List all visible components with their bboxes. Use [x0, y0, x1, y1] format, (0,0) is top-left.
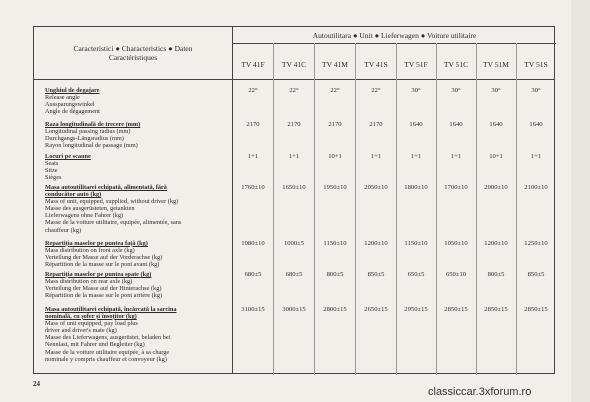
cell-value: 2100±10	[524, 184, 548, 191]
row-label	[45, 184, 231, 234]
cell-value: 1250±10	[524, 240, 548, 247]
label-line: Locuri pe scaune	[45, 153, 91, 160]
label-line: Rayon longitudinal de passage (mm)	[45, 142, 138, 150]
label-line: Nennlast, mit Fahrer und Begleiter (kg)	[45, 341, 145, 349]
cell-value: 1150±10	[323, 240, 347, 247]
label-line: Durchgangs-Längsradius (mm)	[45, 135, 124, 143]
model-header: TV 51S	[524, 60, 548, 69]
label-line: Mass of unit equipped, pay load plus	[45, 320, 138, 328]
model-header: TV 51M	[483, 60, 509, 69]
cell-value: 2850±15	[444, 306, 468, 313]
cell-value: 22°	[330, 87, 340, 94]
label-line: Masse des ausgerüsteten, getankten	[45, 205, 135, 213]
label-line: nominale y compris chauffeur et convoyeur (kg)	[45, 355, 167, 363]
cell-value: 1080±10	[241, 240, 265, 247]
label-line: Mass of unit, equipped, supplied, without driver (kg)	[45, 198, 179, 206]
cell-value: 1950±10	[323, 184, 347, 191]
row-label	[45, 306, 231, 363]
cell-value: 2650±15	[364, 306, 388, 313]
cell-value: 650±5	[407, 271, 425, 278]
label-line: Masa autoutilitarei echipată, alimentată, fără	[45, 184, 167, 191]
label-line: nominală, cu șofer și însoțitor (kg)	[45, 313, 137, 321]
spec-table	[33, 26, 555, 374]
page-number: 24	[33, 380, 40, 388]
row-label	[45, 121, 231, 149]
characteristics-header-line: Caractéristiques	[108, 53, 158, 62]
watermark: classiccar.3xforum.ro	[428, 386, 532, 398]
label-line: Sièges	[45, 174, 62, 182]
cell-value: 22°	[371, 87, 381, 94]
label-line: Longitudinal passing radius (mm)	[45, 128, 131, 136]
cell-value: 1640	[529, 121, 543, 128]
cell-value: 10+1	[328, 153, 342, 160]
cell-value: 1640	[449, 121, 463, 128]
label-line: Verteilung der Masse auf der Vorderachse (kg)	[45, 254, 163, 262]
cell-value: 1050±10	[444, 240, 468, 247]
cell-value: 10+1	[489, 153, 503, 160]
cell-value: 1+1	[530, 153, 542, 160]
cell-value: 800±5	[487, 271, 505, 278]
column-divider	[232, 27, 233, 373]
label-line: Masse des Lieferwagens, ausgerüstet, beladen bei	[45, 334, 171, 342]
cell-value: 30°	[491, 87, 501, 94]
label-line: Répartition de la masse sur le pont arrière (kg)	[45, 292, 163, 300]
cell-value: 1760±10	[241, 184, 265, 191]
label-line: Repartiția maselor pe puntea spate (kg)	[45, 271, 152, 278]
label-line: chauffeur (kg)	[45, 226, 82, 234]
cell-value: 800±5	[326, 271, 344, 278]
cell-value: 2170	[328, 121, 342, 128]
cell-value: 1800±10	[404, 184, 428, 191]
cell-value: 2850±15	[524, 306, 548, 313]
cell-value: 1+1	[247, 153, 259, 160]
cell-value: 850±5	[367, 271, 385, 278]
label-line: Mass distribution on front axle (kg)	[45, 247, 135, 255]
label-line: Masse de la voiture utilitaire equipée, à sa charge	[45, 348, 170, 356]
cell-value: 680±5	[244, 271, 262, 278]
label-line: Lieferwagens ohne Fahrer (kg)	[45, 212, 124, 220]
cell-value: 1+1	[450, 153, 462, 160]
cell-value: 1200±10	[364, 240, 388, 247]
cell-value: 22°	[289, 87, 299, 94]
cell-value: 3100±15	[241, 306, 265, 313]
cell-value: 1640	[409, 121, 423, 128]
label-line: Release angle	[45, 94, 80, 102]
label-line: Seats	[45, 160, 59, 168]
cell-value: 3000±15	[282, 306, 306, 313]
model-header: TV 41F	[241, 60, 265, 69]
label-line: driver and driver's mate (kg)	[45, 327, 117, 335]
label-line: Mass distribution on rear axle (kg)	[45, 278, 133, 286]
label-line: Unghiul de degajare	[45, 87, 100, 94]
label-line: Répartition de la masse sur le pont avant (kg)	[45, 261, 160, 269]
cell-value: 1150±10	[404, 240, 428, 247]
cell-value: 30°	[451, 87, 461, 94]
characteristics-header-line: Caracteristici ● Characteristics ● Daten	[73, 44, 193, 53]
page-edge	[571, 0, 590, 402]
label-line: Aussparungswinkel	[45, 101, 95, 109]
cell-value: 30°	[531, 87, 541, 94]
header-divider	[233, 43, 556, 44]
cell-value: 2050±10	[364, 184, 388, 191]
row-label	[45, 153, 231, 181]
vehicle-type-header: Autoutilitara ● Unit ● Lieferwagen ● Voiture utilitaire	[312, 31, 477, 40]
label-line: Raza longitudinală de trecere (mm)	[45, 121, 141, 128]
cell-value: 1+1	[370, 153, 382, 160]
cell-value: 2170	[287, 121, 301, 128]
cell-value: 22°	[248, 87, 258, 94]
label-line: conducător auto (kg)	[45, 191, 102, 199]
row-label	[45, 240, 231, 268]
row-label	[45, 271, 231, 299]
cell-value: 1200±10	[484, 240, 508, 247]
cell-value: 680±5	[285, 271, 303, 278]
cell-value: 1700±10	[444, 184, 468, 191]
cell-value: 1650±10	[282, 184, 306, 191]
cell-value: 2800±15	[323, 306, 347, 313]
cell-value: 2170	[369, 121, 383, 128]
cell-value: 30°	[411, 87, 421, 94]
row-label	[45, 87, 231, 115]
characteristics-header	[34, 27, 232, 79]
model-header: TV 41C	[281, 60, 307, 69]
label-line: Verteilung der Masse auf der Hinterachse (kg)	[45, 285, 162, 293]
model-header: TV 41S	[364, 60, 388, 69]
model-header: TV 51C	[443, 60, 469, 69]
cell-value: 2170	[246, 121, 260, 128]
cell-value: 1+1	[288, 153, 300, 160]
cell-value: 1+1	[410, 153, 422, 160]
cell-value: 650±10	[445, 271, 467, 278]
label-line: Masse de la voiture utilitaire, equipée, alimentée, sans	[45, 219, 182, 227]
label-line: Sitze	[45, 167, 58, 175]
model-header: TV 41M	[322, 60, 348, 69]
label-line: Masa autoutilitarei echipată, încărcată la sarcina	[45, 306, 177, 313]
cell-value: 1640	[489, 121, 503, 128]
cell-value: 2000±10	[484, 184, 508, 191]
cell-value: 850±5	[527, 271, 545, 278]
label-line: Angle de dégagement	[45, 108, 100, 116]
cell-value: 2950±15	[404, 306, 428, 313]
cell-value: 2850±15	[484, 306, 508, 313]
model-header: TV 51F	[404, 60, 428, 69]
cell-value: 1000±5	[283, 240, 305, 247]
label-line: Repartiția maselor pe puntea față (kg)	[45, 240, 148, 247]
